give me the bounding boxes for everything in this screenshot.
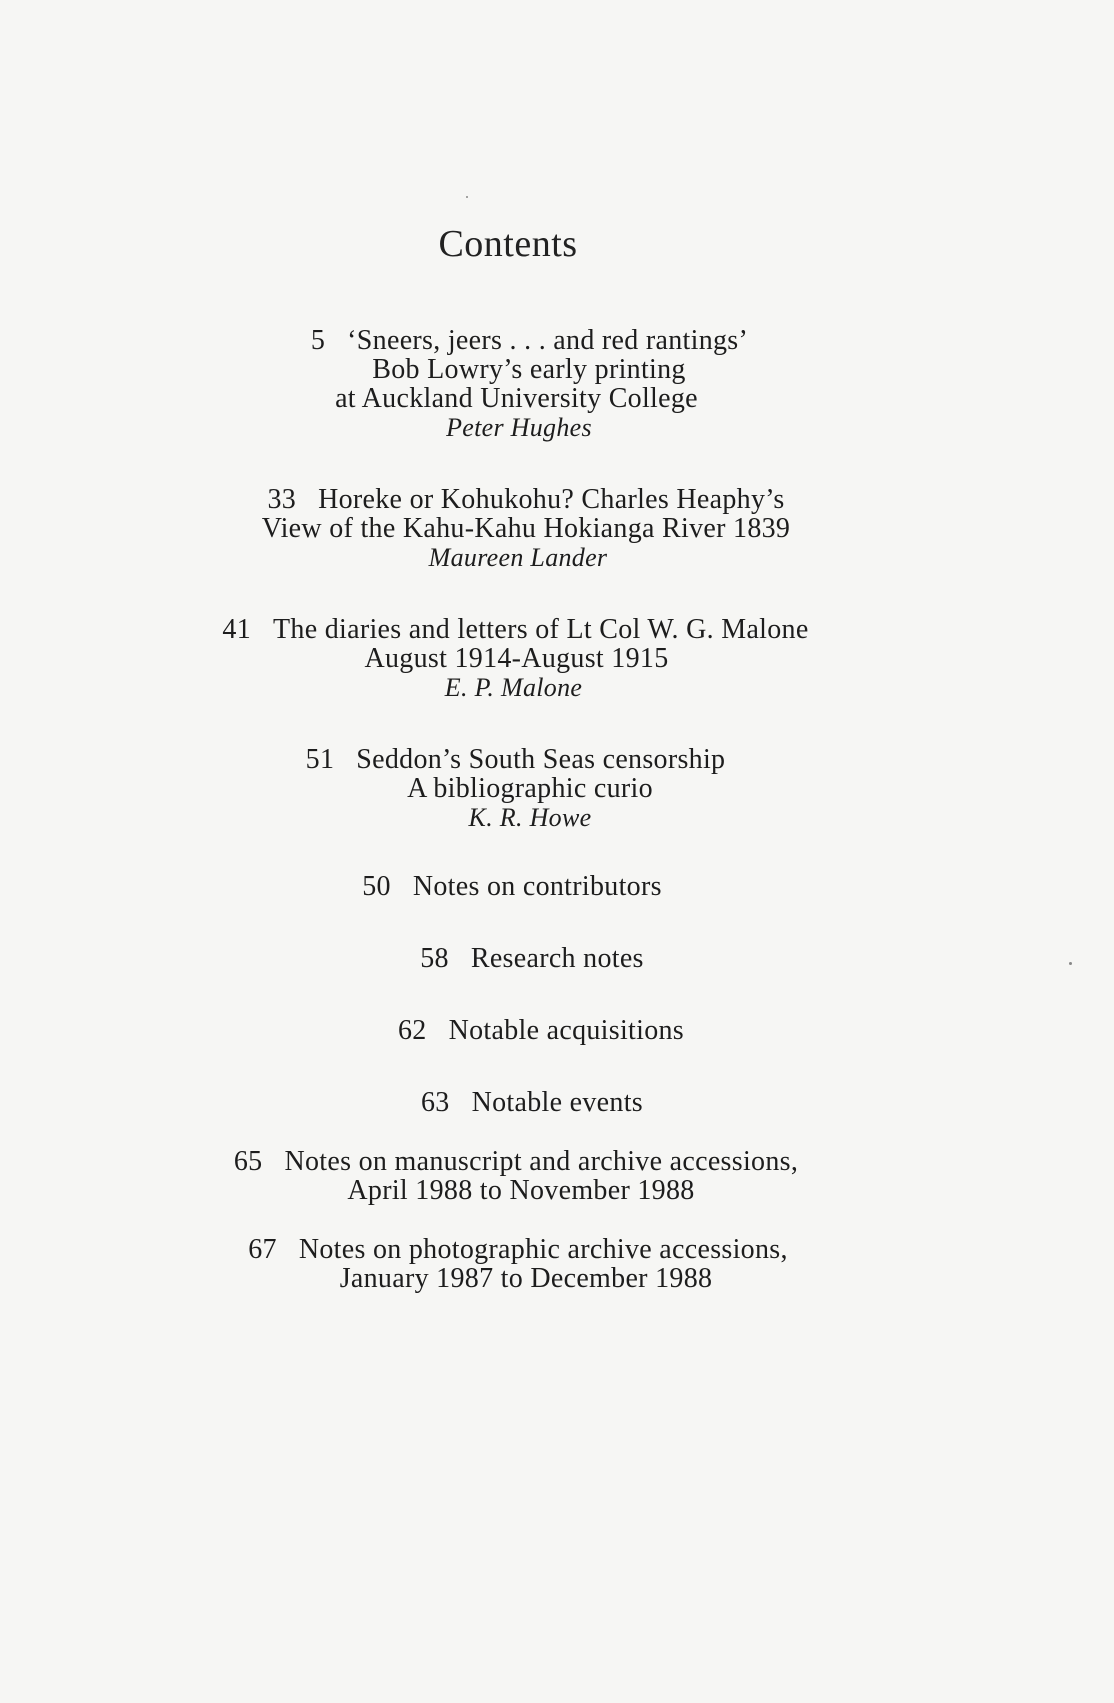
entry-subtitle: Bob Lowry’s early printing bbox=[372, 354, 686, 385]
paper-speck bbox=[1069, 962, 1072, 965]
entry-title: Notable acquisitions bbox=[448, 1015, 684, 1046]
toc-entry bbox=[8, 872, 1016, 901]
toc-entry bbox=[0, 326, 1016, 442]
entry-title: Notes on manuscript and archive accessions, bbox=[284, 1146, 799, 1177]
paper-speck bbox=[466, 196, 468, 198]
entry-title: Notes on photographic archive accessions, bbox=[298, 1234, 788, 1265]
entry-subtitle: View of the Kahu-Kahu Hokianga River 1839 bbox=[261, 513, 791, 544]
toc-entry bbox=[48, 944, 1016, 973]
page-number: 62 bbox=[397, 1015, 427, 1046]
page-number: 41 bbox=[222, 614, 252, 645]
entry-subtitle: January 1987 to December 1988 bbox=[339, 1263, 713, 1294]
page-number: 51 bbox=[305, 744, 335, 775]
entry-title: Research notes bbox=[470, 943, 644, 974]
page-number: 67 bbox=[248, 1234, 277, 1265]
entry-title: Notes on contributors bbox=[412, 871, 662, 902]
page-number: 65 bbox=[233, 1146, 263, 1177]
entry-author: E. P. Malone bbox=[444, 673, 583, 702]
entry-title: Horeke or Kohukohu? Charles Heaphy’s bbox=[318, 484, 785, 515]
entry-subtitle: April 1988 to November 1988 bbox=[347, 1175, 695, 1206]
entry-title: Notable events bbox=[471, 1087, 643, 1118]
page-number: 50 bbox=[362, 871, 391, 902]
page-title: Contents bbox=[438, 223, 578, 265]
page-number: 33 bbox=[267, 484, 297, 515]
entry-title: ‘Sneers, jeers . . . and red rantings’ bbox=[347, 325, 749, 356]
entry-title: Seddon’s South Seas censorship bbox=[356, 744, 726, 775]
toc-entry bbox=[0, 1147, 1016, 1205]
toc-entry bbox=[0, 615, 1016, 702]
contents-list bbox=[0, 326, 1016, 1293]
entry-author: Maureen Lander bbox=[428, 543, 608, 572]
page-number: 58 bbox=[420, 943, 449, 974]
toc-entry bbox=[48, 1088, 1016, 1117]
entry-author: Peter Hughes bbox=[446, 413, 592, 442]
entry-subtitle: August 1914-August 1915 bbox=[364, 643, 669, 674]
entry-subtitle: A bibliographic curio bbox=[407, 773, 653, 804]
entry-subtitle: at Auckland University College bbox=[335, 383, 698, 414]
entry-title: The diaries and letters of Lt Col W. G. Malone bbox=[273, 614, 809, 645]
toc-entry bbox=[0, 485, 1016, 572]
page-number: 5 bbox=[310, 325, 326, 356]
toc-entry bbox=[0, 745, 1016, 832]
toc-entry bbox=[66, 1016, 1016, 1045]
entry-author: K. R. Howe bbox=[468, 803, 592, 832]
toc-entry bbox=[0, 1235, 1016, 1293]
page-number: 63 bbox=[421, 1087, 450, 1118]
